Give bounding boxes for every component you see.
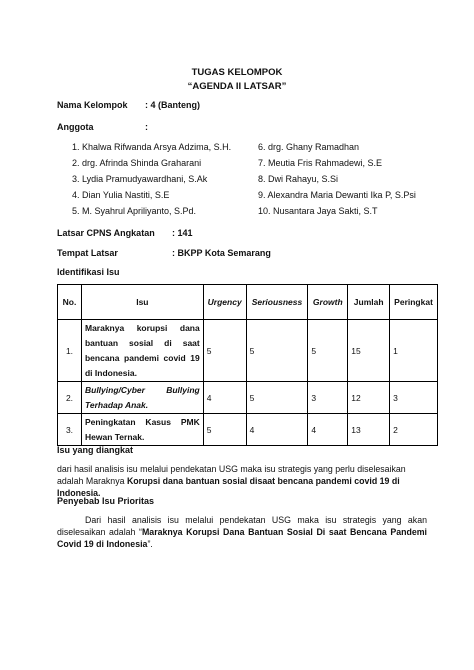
header-growth: Growth	[308, 285, 348, 320]
header-urgency: Urgency	[203, 285, 246, 320]
cell-no: 1.	[58, 320, 82, 382]
cell-peringkat: 2	[390, 414, 438, 446]
cell-no: 2.	[58, 382, 82, 414]
member-item: 10. Nusantara Jaya Sakti, S.T	[258, 206, 378, 216]
header-no: No.	[58, 285, 82, 320]
cell-no: 3.	[58, 414, 82, 446]
member-item: 3. Lydia Pramudyawardhani, S.Ak	[72, 174, 208, 184]
anggota-colon: :	[145, 122, 148, 132]
cell-seriousness: 5	[246, 382, 308, 414]
penyebab-text: Dari hasil analisis isu melalui pendekatan USG maka isu strategis yang akan diselesaikan adalah “	[57, 515, 427, 537]
member-item: 8. Dwi Rahayu, S.Si	[258, 174, 339, 184]
document-title: TUGAS KELOMPOK	[191, 67, 283, 78]
member-item: 6. drg. Ghany Ramadhan	[258, 142, 360, 152]
tempat-value: : BKPP Kota Semarang	[172, 248, 271, 258]
table-row	[58, 414, 438, 446]
cell-urgency: 5	[203, 414, 246, 446]
identifikasi-title: Identifikasi Isu	[57, 267, 120, 277]
isu-diangkat-title: Isu yang diangkat	[57, 445, 134, 455]
table-row	[58, 382, 438, 414]
penyebab-paragraph	[57, 514, 427, 550]
tempat-label: Tempat Latsar	[57, 248, 118, 258]
document-subtitle: “AGENDA II LATSAR”	[187, 81, 287, 92]
table-row	[58, 320, 438, 382]
angkatan-value: : 141	[172, 228, 193, 238]
header-seriousness: Seriousness	[246, 285, 308, 320]
cell-isu: Maraknya korupsi dana bantuan sosial di saat bencana pandemi covid 19 di Indonesia.	[81, 320, 203, 382]
member-item: 7. Meutia Fris Rahmadewi, S.E	[258, 158, 383, 168]
header-isu: Isu	[81, 285, 203, 320]
member-item: 2. drg. Afrinda Shinda Graharani	[72, 158, 202, 168]
penyebab-title: Penyebab Isu Prioritas	[57, 496, 155, 506]
member-item: 4. Dian Yulia Nastiti, S.E	[72, 190, 170, 200]
member-item: 1. Khalwa Rifwanda Arsya Adzima, S.H.	[72, 142, 232, 152]
cell-urgency: 5	[203, 320, 246, 382]
member-item: 9. Alexandra Maria Dewanti Ika P, S.Psi	[258, 190, 416, 200]
usg-table	[57, 284, 438, 446]
isu-diangkat-bold: Korupsi dana bantuan sosial disaat bencana pandemi covid 19 di Indonesia.	[57, 476, 400, 498]
isu-diangkat-text: dari hasil analisis isu melalui pendekatan USG maka isu strategis yang perlu diselesaikan adalah Maraknya	[57, 464, 406, 486]
cell-urgency: 4	[203, 382, 246, 414]
table-header-row	[58, 285, 438, 320]
angkatan-label: Latsar CPNS Angkatan	[57, 228, 155, 238]
cell-growth: 5	[308, 320, 348, 382]
penyebab-bold: Maraknya Korupsi Dana Bantuan Sosial Di saat Bencana Pandemi Covid 19 di Indonesia	[57, 527, 427, 549]
nama-kelompok-value: : 4 (Banteng)	[145, 100, 200, 110]
isu-diangkat-paragraph	[57, 463, 427, 499]
header-jumlah: Jumlah	[348, 285, 390, 320]
cell-seriousness: 5	[246, 320, 308, 382]
cell-jumlah: 15	[348, 320, 390, 382]
penyebab-end: ”.	[147, 539, 153, 549]
cell-jumlah: 13	[348, 414, 390, 446]
cell-isu: Bullying/Cyber Bullying Terhadap Anak.	[81, 382, 203, 414]
cell-seriousness: 4	[246, 414, 308, 446]
cell-growth: 3	[308, 382, 348, 414]
header-peringkat: Peringkat	[390, 285, 438, 320]
cell-peringkat: 1	[390, 320, 438, 382]
cell-isu: Peningkatan Kasus PMK Hewan Ternak.	[81, 414, 203, 446]
cell-jumlah: 12	[348, 382, 390, 414]
anggota-label: Anggota	[57, 122, 94, 132]
member-item: 5. M. Syahrul Apriliyanto, S.Pd.	[72, 206, 197, 216]
cell-growth: 4	[308, 414, 348, 446]
cell-peringkat: 3	[390, 382, 438, 414]
nama-kelompok-label: Nama Kelompok	[57, 100, 128, 110]
